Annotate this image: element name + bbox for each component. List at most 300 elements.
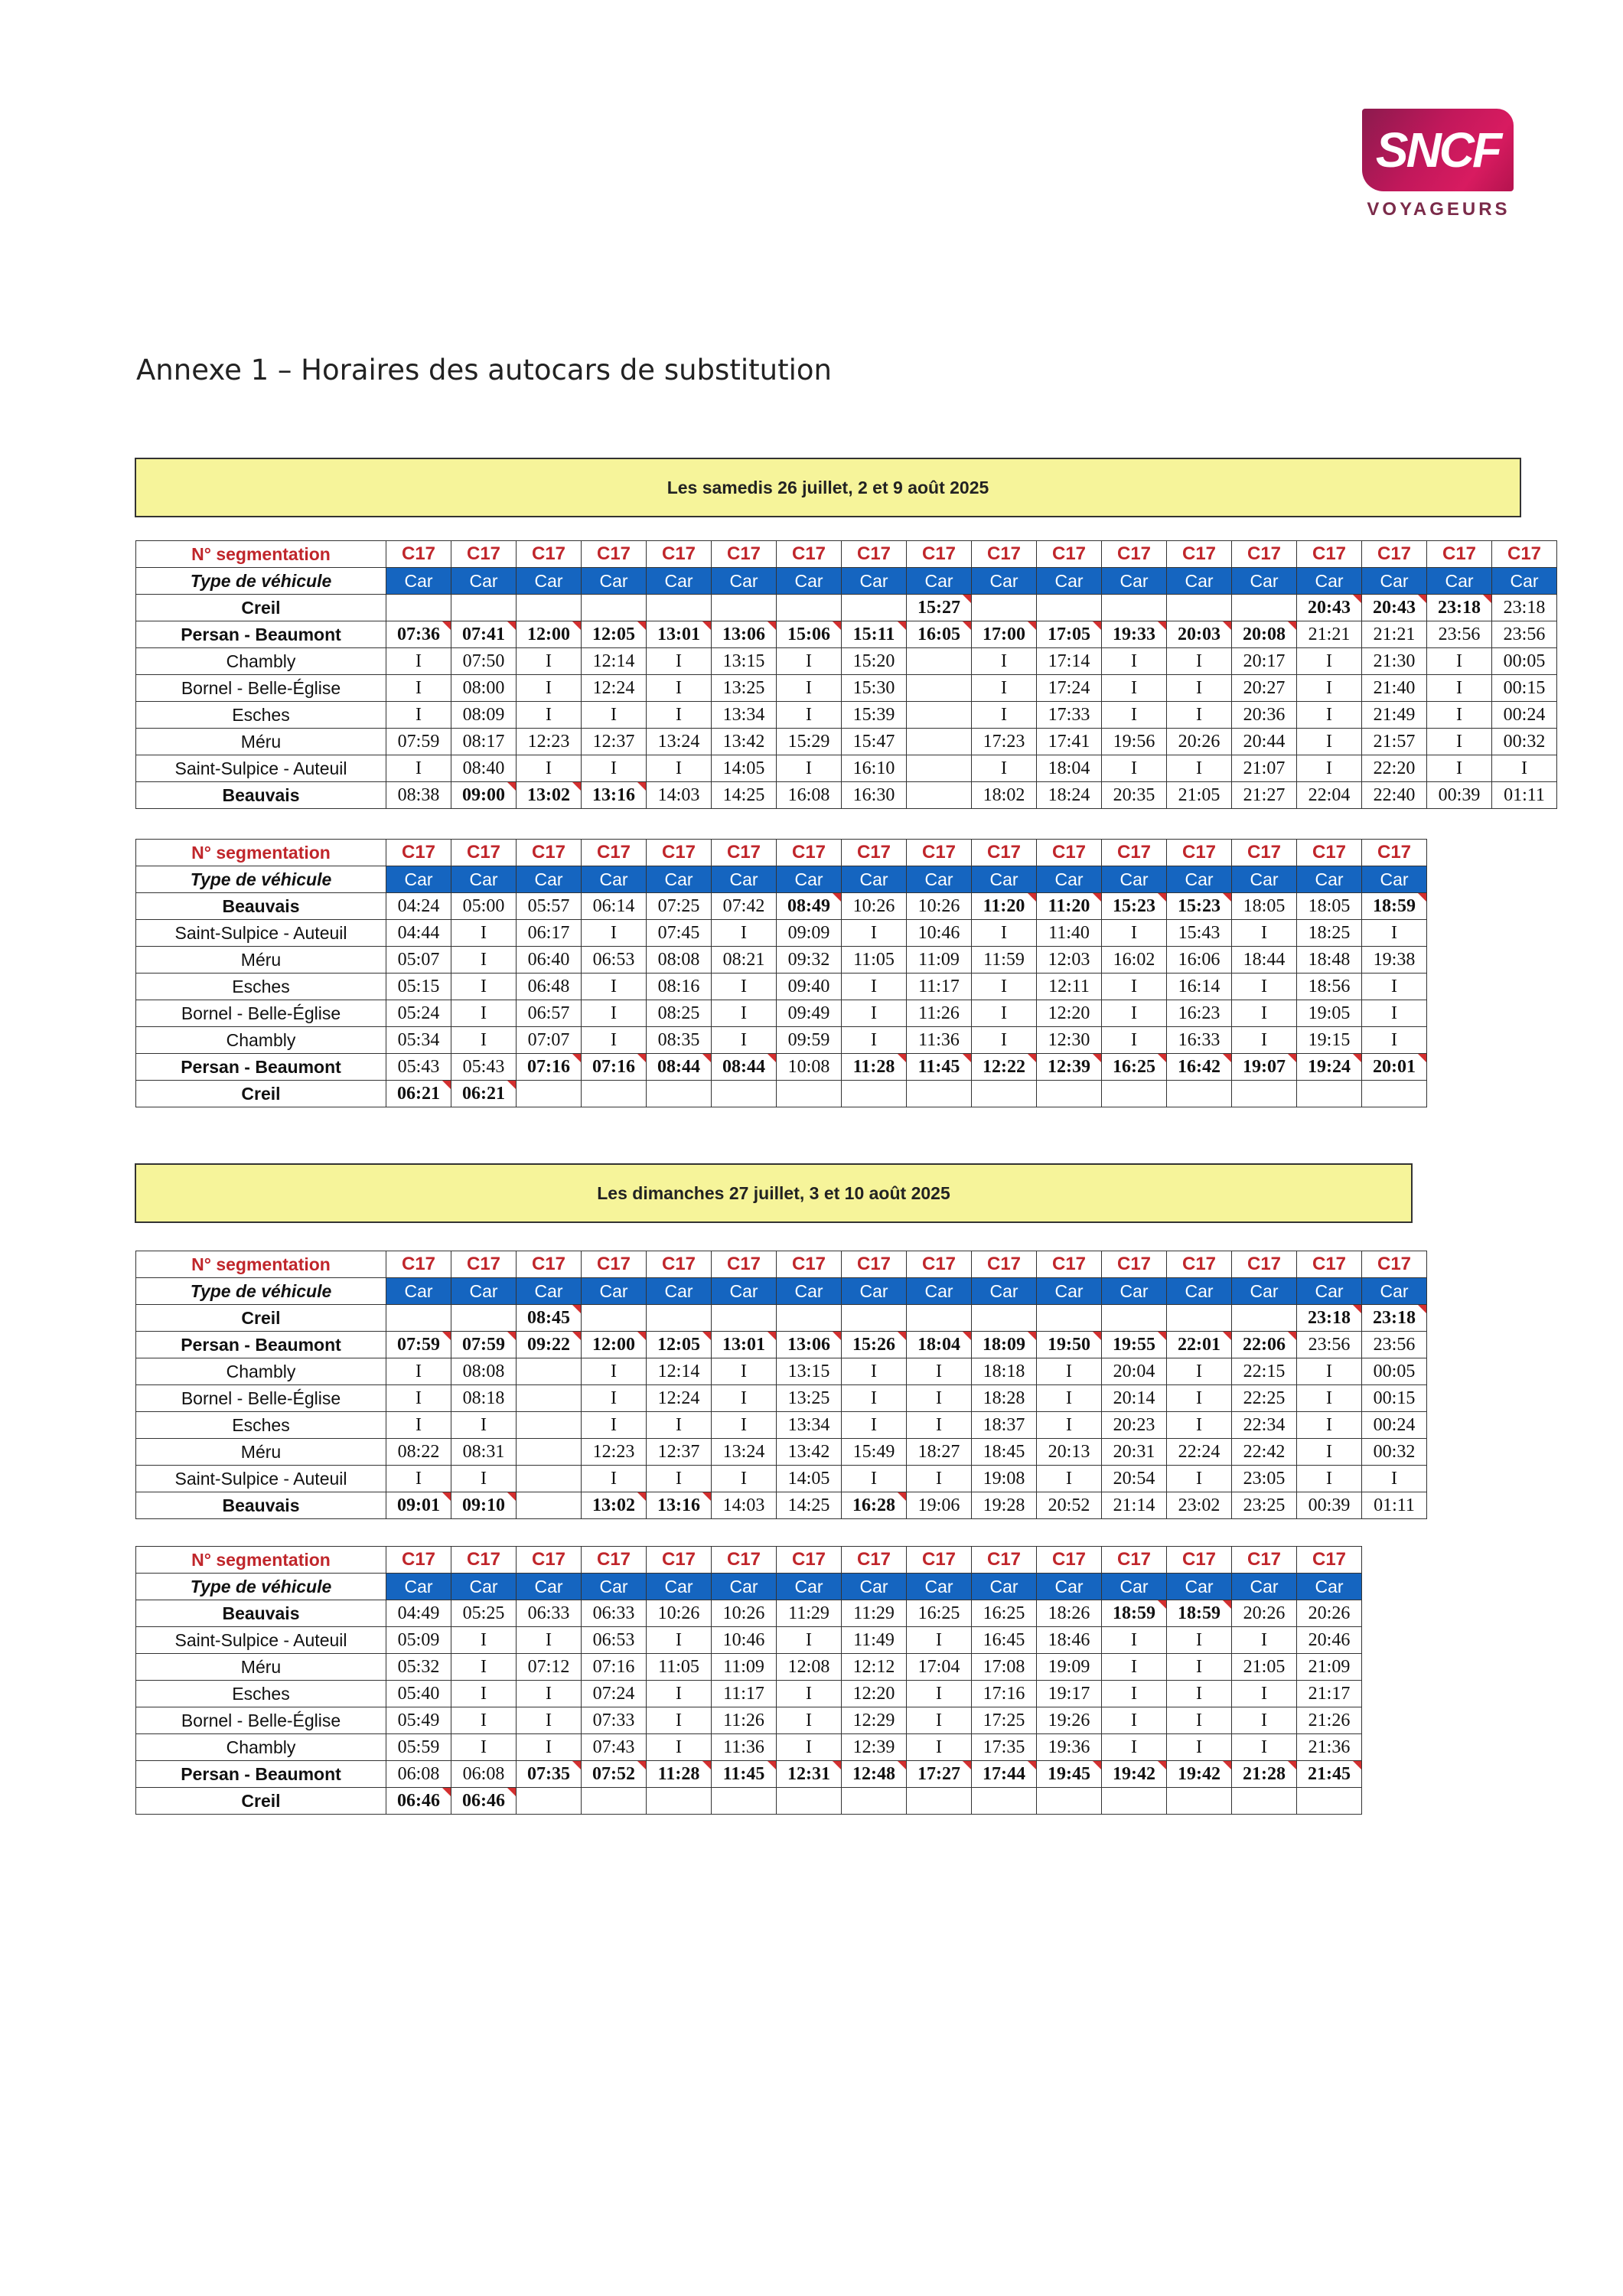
- segment-code: C17: [1297, 1547, 1362, 1574]
- segment-code: C17: [582, 1251, 647, 1278]
- time-cell: 12:31: [777, 1761, 842, 1788]
- time-cell: I: [712, 1412, 777, 1439]
- timetable-sunday-outbound: [135, 1251, 1427, 1519]
- time-cell: [1037, 1305, 1102, 1332]
- time-cell: 21:36: [1297, 1734, 1362, 1761]
- time-cell: 13:25: [777, 1385, 842, 1412]
- segmentation-label: N° segmentation: [136, 840, 386, 866]
- time-cell: [582, 595, 647, 621]
- time-cell: I: [451, 1707, 517, 1734]
- time-cell: 06:33: [582, 1600, 647, 1627]
- time-cell: 13:34: [777, 1412, 842, 1439]
- time-cell: 20:46: [1297, 1627, 1362, 1654]
- stop-name: Bornel - Belle-Église: [136, 1385, 386, 1412]
- segmentation-row: [136, 1251, 1427, 1278]
- vehicle-type: Car: [1167, 866, 1232, 893]
- time-cell: I: [1102, 1734, 1167, 1761]
- time-cell: I: [1167, 1627, 1232, 1654]
- time-cell: I: [842, 1466, 907, 1492]
- time-cell: I: [1297, 755, 1362, 782]
- time-cell: 22:40: [1362, 782, 1427, 809]
- segment-code: C17: [386, 541, 451, 568]
- time-cell: [1232, 1788, 1297, 1815]
- time-cell: I: [1297, 702, 1362, 729]
- time-cell: 08:22: [386, 1439, 451, 1466]
- vehicle-type: Car: [1232, 568, 1297, 595]
- time-cell: 08:49: [777, 893, 842, 920]
- time-cell: 15:23: [1167, 893, 1232, 920]
- time-cell: 12:39: [842, 1734, 907, 1761]
- stop-row-esches: [136, 1681, 1362, 1707]
- time-cell: 16:30: [842, 782, 907, 809]
- time-cell: I: [712, 974, 777, 1000]
- time-cell: I: [517, 1734, 582, 1761]
- time-cell: 13:16: [582, 782, 647, 809]
- vehicle-type: Car: [842, 568, 907, 595]
- time-cell: 08:08: [647, 947, 712, 974]
- stop-row-saint-sulpice-auteuil: [136, 920, 1427, 947]
- time-cell: 01:11: [1492, 782, 1557, 809]
- time-cell: 17:16: [972, 1681, 1037, 1707]
- stop-row-persan-beaumont: [136, 1054, 1427, 1081]
- vehicle-type: Car: [1102, 568, 1167, 595]
- time-cell: 12:37: [582, 729, 647, 755]
- time-cell: I: [1037, 1358, 1102, 1385]
- time-cell: 18:02: [972, 782, 1037, 809]
- vehicle-type: Car: [1167, 1574, 1232, 1600]
- segment-code: C17: [1362, 1251, 1427, 1278]
- time-cell: 22:01: [1167, 1332, 1232, 1358]
- stop-name: Bornel - Belle-Église: [136, 1707, 386, 1734]
- stop-row-persan-beaumont: [136, 1332, 1427, 1358]
- time-cell: I: [842, 920, 907, 947]
- time-cell: 05:32: [386, 1654, 451, 1681]
- vehicle-type: Car: [1102, 866, 1167, 893]
- time-cell: [907, 755, 972, 782]
- vehicle-type: Car: [1037, 866, 1102, 893]
- time-cell: I: [777, 648, 842, 675]
- segment-code: C17: [907, 541, 972, 568]
- time-cell: I: [1167, 1385, 1232, 1412]
- vehicle-type: Car: [1297, 1574, 1362, 1600]
- time-cell: 12:20: [842, 1681, 907, 1707]
- time-cell: 09:49: [777, 1000, 842, 1027]
- time-cell: 21:26: [1297, 1707, 1362, 1734]
- segment-code: C17: [777, 1547, 842, 1574]
- time-cell: 11:09: [712, 1654, 777, 1681]
- time-cell: 19:28: [972, 1492, 1037, 1519]
- stop-name: Saint-Sulpice - Auteuil: [136, 755, 386, 782]
- time-cell: 18:45: [972, 1439, 1037, 1466]
- vehicle-type: Car: [712, 1278, 777, 1305]
- time-cell: 12:24: [582, 675, 647, 702]
- time-cell: 23:56: [1362, 1332, 1427, 1358]
- time-cell: 05:25: [451, 1600, 517, 1627]
- time-cell: 07:16: [517, 1054, 582, 1081]
- time-cell: 16:10: [842, 755, 907, 782]
- time-cell: 19:42: [1102, 1761, 1167, 1788]
- vehicle-type: Car: [1102, 1574, 1167, 1600]
- vehicle-type: Car: [517, 1278, 582, 1305]
- time-cell: 14:25: [712, 782, 777, 809]
- vehicle-type: Car: [1167, 568, 1232, 595]
- time-cell: 07:24: [582, 1681, 647, 1707]
- time-cell: I: [1297, 1412, 1362, 1439]
- time-cell: 21:27: [1232, 782, 1297, 809]
- vehicle-type: Car: [712, 1574, 777, 1600]
- vehicle-type: Car: [972, 866, 1037, 893]
- time-cell: I: [517, 648, 582, 675]
- time-cell: 12:00: [582, 1332, 647, 1358]
- time-cell: 21:40: [1362, 675, 1427, 702]
- segment-code: C17: [1232, 840, 1297, 866]
- time-cell: 20:44: [1232, 729, 1297, 755]
- time-cell: 18:48: [1297, 947, 1362, 974]
- stop-name: Bornel - Belle-Église: [136, 675, 386, 702]
- time-cell: 20:08: [1232, 621, 1297, 648]
- time-cell: 06:33: [517, 1600, 582, 1627]
- stop-row-chambly: [136, 1358, 1427, 1385]
- time-cell: 06:46: [386, 1788, 451, 1815]
- time-cell: 11:45: [712, 1761, 777, 1788]
- time-cell: 13:02: [517, 782, 582, 809]
- time-cell: I: [647, 1681, 712, 1707]
- time-cell: I: [1167, 702, 1232, 729]
- stop-row-chambly: [136, 1734, 1362, 1761]
- time-cell: I: [582, 1412, 647, 1439]
- time-cell: 07:33: [582, 1707, 647, 1734]
- time-cell: I: [1297, 648, 1362, 675]
- vehicle-type: Car: [1427, 568, 1492, 595]
- time-cell: I: [907, 1734, 972, 1761]
- vehicle-type: Car: [972, 1278, 1037, 1305]
- stop-row-creil: [136, 1788, 1362, 1815]
- time-cell: 14:03: [712, 1492, 777, 1519]
- time-cell: [1102, 1305, 1167, 1332]
- time-cell: 12:00: [517, 621, 582, 648]
- segment-code: C17: [1427, 541, 1492, 568]
- time-cell: 05:49: [386, 1707, 451, 1734]
- time-cell: 20:35: [1102, 782, 1167, 809]
- time-cell: 07:25: [647, 893, 712, 920]
- time-cell: 21:45: [1297, 1761, 1362, 1788]
- vehicle-type: Car: [386, 866, 451, 893]
- time-cell: 07:50: [451, 648, 517, 675]
- time-cell: 07:42: [712, 893, 777, 920]
- time-cell: I: [842, 1027, 907, 1054]
- stop-name: Saint-Sulpice - Auteuil: [136, 1466, 386, 1492]
- vehicle-type-label: Type de véhicule: [136, 1278, 386, 1305]
- time-cell: 17:14: [1037, 648, 1102, 675]
- segment-code: C17: [517, 1251, 582, 1278]
- time-cell: 08:21: [712, 947, 777, 974]
- time-cell: 00:39: [1427, 782, 1492, 809]
- stop-row-chambly: [136, 648, 1557, 675]
- time-cell: 08:09: [451, 702, 517, 729]
- time-cell: I: [712, 1358, 777, 1385]
- time-cell: 19:33: [1102, 621, 1167, 648]
- time-cell: 12:08: [777, 1654, 842, 1681]
- time-cell: 15:20: [842, 648, 907, 675]
- segment-code: C17: [582, 840, 647, 866]
- time-cell: 05:00: [451, 893, 517, 920]
- time-cell: 05:59: [386, 1734, 451, 1761]
- time-cell: 18:26: [1037, 1600, 1102, 1627]
- time-cell: [907, 1788, 972, 1815]
- stop-row-bornel-belle-eglise: [136, 675, 1557, 702]
- stop-row-meru: [136, 729, 1557, 755]
- segment-code: C17: [386, 1251, 451, 1278]
- time-cell: I: [777, 1707, 842, 1734]
- time-cell: 09:09: [777, 920, 842, 947]
- stop-name: Méru: [136, 1654, 386, 1681]
- time-cell: [1167, 1305, 1232, 1332]
- section-banner-sundays: Les dimanches 27 juillet, 3 et 10 août 2025: [135, 1163, 1413, 1223]
- time-cell: 08:38: [386, 782, 451, 809]
- stop-row-beauvais: [136, 893, 1427, 920]
- stop-name: Chambly: [136, 648, 386, 675]
- time-cell: 10:26: [647, 1600, 712, 1627]
- time-cell: I: [907, 1681, 972, 1707]
- stop-row-bornel-belle-eglise: [136, 1000, 1427, 1027]
- time-cell: 19:24: [1297, 1054, 1362, 1081]
- time-cell: 09:32: [777, 947, 842, 974]
- time-cell: I: [842, 1358, 907, 1385]
- time-cell: I: [972, 920, 1037, 947]
- time-cell: [517, 1439, 582, 1466]
- time-cell: I: [582, 974, 647, 1000]
- stop-name: Creil: [136, 1788, 386, 1815]
- time-cell: 18:05: [1297, 893, 1362, 920]
- time-cell: 08:16: [647, 974, 712, 1000]
- segment-code: C17: [777, 840, 842, 866]
- segment-code: C17: [777, 1251, 842, 1278]
- time-cell: [517, 1412, 582, 1439]
- segment-code: C17: [1102, 1251, 1167, 1278]
- segment-code: C17: [1167, 1547, 1232, 1574]
- time-cell: 05:09: [386, 1627, 451, 1654]
- time-cell: I: [1232, 1027, 1297, 1054]
- time-cell: I: [647, 1734, 712, 1761]
- time-cell: [1167, 595, 1232, 621]
- time-cell: 19:17: [1037, 1681, 1102, 1707]
- stop-name: Persan - Beaumont: [136, 1761, 386, 1788]
- time-cell: 15:27: [907, 595, 972, 621]
- time-cell: 15:39: [842, 702, 907, 729]
- time-cell: 18:59: [1102, 1600, 1167, 1627]
- time-cell: 08:31: [451, 1439, 517, 1466]
- time-cell: 06:14: [582, 893, 647, 920]
- time-cell: 17:00: [972, 621, 1037, 648]
- time-cell: [582, 1081, 647, 1107]
- time-cell: I: [777, 675, 842, 702]
- vehicle-type: Car: [1297, 866, 1362, 893]
- stop-name: Beauvais: [136, 1492, 386, 1519]
- time-cell: [1232, 1305, 1297, 1332]
- stop-row-beauvais: [136, 1492, 1427, 1519]
- time-cell: 07:59: [386, 1332, 451, 1358]
- time-cell: 18:27: [907, 1439, 972, 1466]
- time-cell: I: [451, 1466, 517, 1492]
- vehicle-type: Car: [582, 1278, 647, 1305]
- time-cell: 16:08: [777, 782, 842, 809]
- segment-code: C17: [712, 541, 777, 568]
- time-cell: I: [972, 675, 1037, 702]
- time-cell: 17:08: [972, 1654, 1037, 1681]
- time-cell: I: [451, 974, 517, 1000]
- time-cell: 11:29: [777, 1600, 842, 1627]
- time-cell: 17:04: [907, 1654, 972, 1681]
- time-cell: 13:16: [647, 1492, 712, 1519]
- time-cell: 09:01: [386, 1492, 451, 1519]
- time-cell: 05:15: [386, 974, 451, 1000]
- time-cell: 21:17: [1297, 1681, 1362, 1707]
- time-cell: [907, 1305, 972, 1332]
- time-cell: 19:36: [1037, 1734, 1102, 1761]
- time-cell: 07:16: [582, 1654, 647, 1681]
- time-cell: 23:56: [1297, 1332, 1362, 1358]
- segment-code: C17: [582, 1547, 647, 1574]
- time-cell: [1102, 1081, 1167, 1107]
- vehicle-type-label: Type de véhicule: [136, 568, 386, 595]
- time-cell: I: [972, 648, 1037, 675]
- time-cell: 18:59: [1362, 893, 1427, 920]
- time-cell: 08:40: [451, 755, 517, 782]
- segmentation-row: [136, 840, 1427, 866]
- time-cell: [517, 1081, 582, 1107]
- time-cell: I: [451, 1412, 517, 1439]
- vehicle-type: Car: [777, 1278, 842, 1305]
- time-cell: 12:12: [842, 1654, 907, 1681]
- vehicle-type: Car: [1037, 1574, 1102, 1600]
- time-cell: 00:05: [1362, 1358, 1427, 1385]
- time-cell: I: [1232, 1707, 1297, 1734]
- time-cell: [712, 595, 777, 621]
- time-cell: [972, 1081, 1037, 1107]
- time-cell: 16:14: [1167, 974, 1232, 1000]
- time-cell: 20:36: [1232, 702, 1297, 729]
- segmentation-label: N° segmentation: [136, 541, 386, 568]
- time-cell: 10:26: [712, 1600, 777, 1627]
- time-cell: 21:21: [1297, 621, 1362, 648]
- time-cell: [1232, 595, 1297, 621]
- time-cell: I: [1427, 675, 1492, 702]
- time-cell: I: [907, 1385, 972, 1412]
- segment-code: C17: [842, 541, 907, 568]
- segment-code: C17: [712, 840, 777, 866]
- time-cell: 05:24: [386, 1000, 451, 1027]
- section-banner-saturdays: Les samedis 26 juillet, 2 et 9 août 2025: [135, 458, 1521, 517]
- vehicle-type: Car: [907, 1278, 972, 1305]
- segment-code: C17: [451, 840, 517, 866]
- stop-name: Méru: [136, 947, 386, 974]
- time-cell: I: [972, 702, 1037, 729]
- time-cell: I: [386, 1358, 451, 1385]
- time-cell: [1297, 1081, 1362, 1107]
- sncf-logo-text: SNCF: [1375, 122, 1501, 178]
- vehicle-type: Car: [1492, 568, 1557, 595]
- time-cell: I: [582, 920, 647, 947]
- time-cell: [647, 595, 712, 621]
- vehicle-type: Car: [972, 1574, 1037, 1600]
- time-cell: [907, 1081, 972, 1107]
- time-cell: 15:06: [777, 621, 842, 648]
- time-cell: 22:06: [1232, 1332, 1297, 1358]
- time-cell: I: [386, 755, 451, 782]
- segment-code: C17: [907, 1547, 972, 1574]
- time-cell: I: [1297, 729, 1362, 755]
- time-cell: I: [451, 947, 517, 974]
- time-cell: 08:44: [712, 1054, 777, 1081]
- time-cell: I: [1167, 1654, 1232, 1681]
- time-cell: 06:53: [582, 947, 647, 974]
- stop-row-bornel-belle-eglise: [136, 1707, 1362, 1734]
- time-cell: [647, 1305, 712, 1332]
- time-cell: 21:57: [1362, 729, 1427, 755]
- time-cell: 23:18: [1297, 1305, 1362, 1332]
- time-cell: 06:48: [517, 974, 582, 1000]
- stop-row-bornel-belle-eglise: [136, 1385, 1427, 1412]
- vehicle-type: Car: [1037, 568, 1102, 595]
- time-cell: I: [1427, 755, 1492, 782]
- time-cell: I: [582, 1466, 647, 1492]
- time-cell: I: [972, 1000, 1037, 1027]
- time-cell: I: [647, 1627, 712, 1654]
- vehicle-type-row: [136, 568, 1557, 595]
- time-cell: I: [647, 1707, 712, 1734]
- time-cell: I: [1232, 920, 1297, 947]
- segmentation-label: N° segmentation: [136, 1251, 386, 1278]
- time-cell: 16:25: [907, 1600, 972, 1627]
- time-cell: I: [1037, 1385, 1102, 1412]
- stop-name: Esches: [136, 974, 386, 1000]
- time-cell: 23:18: [1362, 1305, 1427, 1332]
- time-cell: I: [1167, 1734, 1232, 1761]
- vehicle-type-label: Type de véhicule: [136, 1574, 386, 1600]
- time-cell: I: [517, 702, 582, 729]
- time-cell: 15:29: [777, 729, 842, 755]
- time-cell: I: [1167, 1707, 1232, 1734]
- time-cell: 18:09: [972, 1332, 1037, 1358]
- time-cell: 19:08: [972, 1466, 1037, 1492]
- time-cell: [517, 595, 582, 621]
- time-cell: I: [712, 1385, 777, 1412]
- time-cell: I: [1167, 1466, 1232, 1492]
- time-cell: 07:45: [647, 920, 712, 947]
- segment-code: C17: [712, 1251, 777, 1278]
- time-cell: I: [1102, 1654, 1167, 1681]
- vehicle-type: Car: [647, 866, 712, 893]
- time-cell: 08:25: [647, 1000, 712, 1027]
- time-cell: 20:26: [1297, 1600, 1362, 1627]
- time-cell: 17:33: [1037, 702, 1102, 729]
- time-cell: [1102, 595, 1167, 621]
- time-cell: 15:30: [842, 675, 907, 702]
- segment-code: C17: [386, 840, 451, 866]
- segment-code: C17: [517, 541, 582, 568]
- time-cell: I: [1492, 755, 1557, 782]
- stop-row-esches: [136, 974, 1427, 1000]
- time-cell: [517, 1358, 582, 1385]
- time-cell: 18:56: [1297, 974, 1362, 1000]
- stop-name: Méru: [136, 729, 386, 755]
- vehicle-type: Car: [1362, 866, 1427, 893]
- time-cell: I: [386, 702, 451, 729]
- time-cell: 11:05: [647, 1654, 712, 1681]
- time-cell: [712, 1081, 777, 1107]
- vehicle-type: Car: [907, 1574, 972, 1600]
- time-cell: 05:40: [386, 1681, 451, 1707]
